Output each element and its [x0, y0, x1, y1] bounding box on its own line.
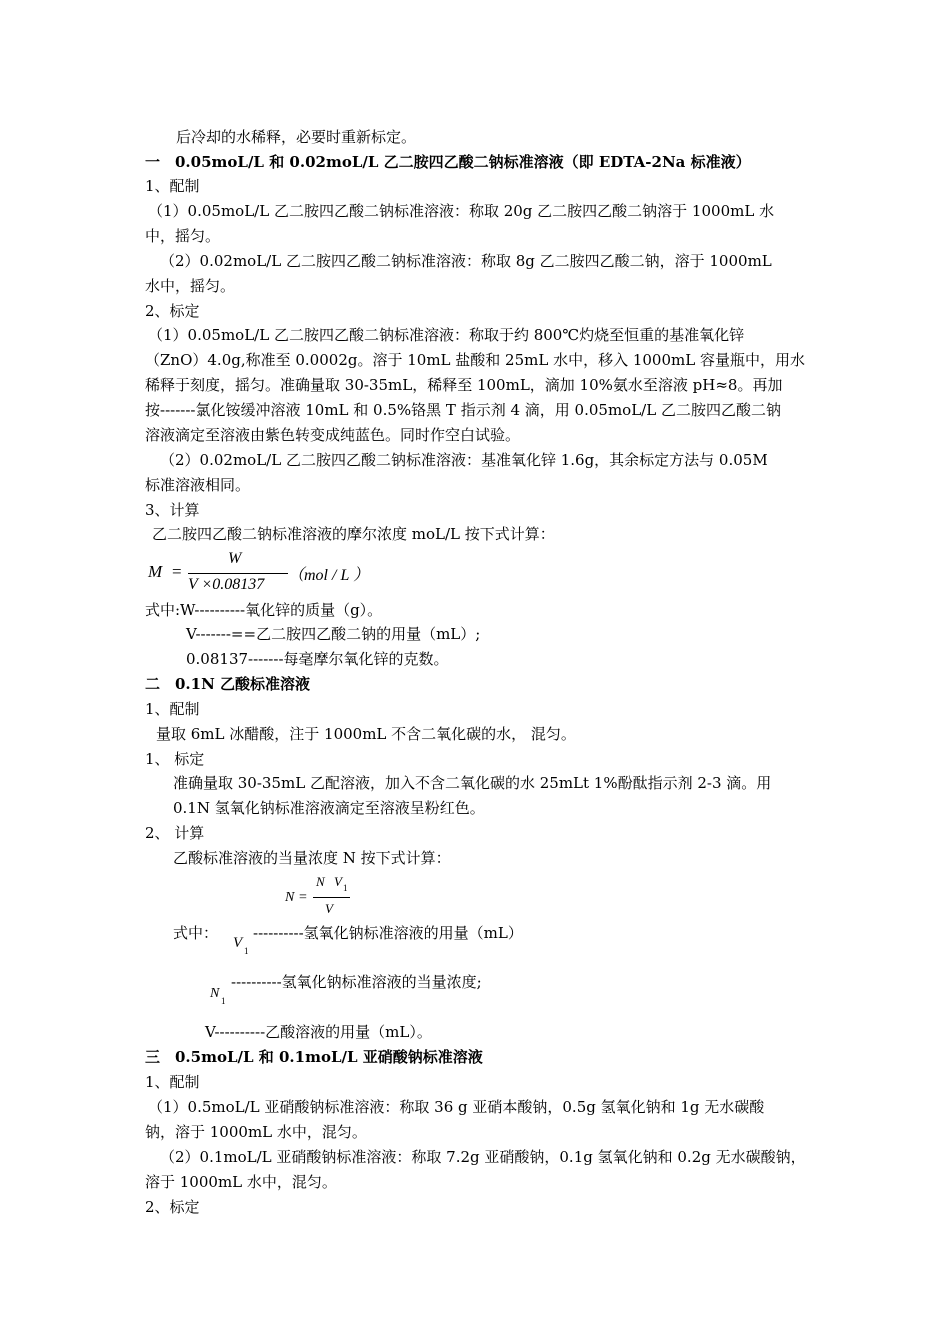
paragraph-line: 准确量取 30-35mL 乙配溶液，加入不含二氧化碳的水 25mLt 1%酚酞指示剂 2-3 滴。用: [173, 774, 772, 792]
formula-numerator-v: V: [334, 874, 342, 889]
formula-equals: =: [299, 890, 307, 905]
section-heading-acetic: 二 0.1N 乙酸标准溶液: [145, 675, 311, 693]
subheading: 1、配制: [145, 1073, 200, 1091]
subheading: 1、配制: [145, 177, 200, 195]
formula-numerator: W: [228, 550, 242, 567]
formula-equals: =: [172, 562, 182, 581]
paragraph-line: 乙酸标准溶液的当量浓度 N 按下式计算：: [173, 849, 451, 867]
symbol-v1: V: [233, 935, 243, 951]
paragraph-line: 式中：: [173, 924, 219, 942]
formula-numerator-n: N: [316, 874, 325, 889]
paragraph-line: （1）0.05moL/L 乙二胺四乙酸二钠标准溶液：称取于约 800℃灼烧至恒重的基准氧化锌: [148, 326, 745, 344]
paragraph-line: （2）0.02moL/L 乙二胺四乙酸二钠标准溶液：称取 8g 乙二胺四乙酸二钠，溶于 1000mL: [160, 252, 772, 270]
paragraph-line: （ZnO）4.0g,称准至 0.0002g。溶于 10mL 盐酸和 25mL 水中，移入 1000mL 容量瓶中，用水: [145, 351, 805, 369]
paragraph-line: 钠，溶于 1000mL 水中，混匀。: [145, 1123, 367, 1141]
subheading: 2、标定: [145, 302, 200, 320]
paragraph-line: （1）0.05moL/L 乙二胺四乙酸二钠标准溶液：称取 20g 乙二胺四乙酸二钠溶于 1000mL 水: [148, 202, 775, 220]
subheading: 1、配制: [145, 700, 200, 718]
paragraph-line: （2）0.1moL/L 亚硝酸钠标准溶液：称取 7.2g 亚硝酸钠，0.1g 氢氧化钠和 0.2g 无水碳酸钠，: [160, 1148, 806, 1166]
section-heading-nitrite: 三 0.5moL/L 和 0.1moL/L 亚硝酸钠标准溶液: [145, 1048, 483, 1066]
paragraph-line: （2）0.02moL/L 乙二胺四乙酸二钠标准溶液：基准氧化锌 1.6g，其余标定方法与 0.05M: [160, 451, 768, 469]
paragraph-line: 0.1N 氢氧化钠标准溶液滴定至溶液呈粉红色。: [173, 799, 485, 817]
formula-lhs: M: [148, 562, 163, 581]
subheading: 2、 计算: [145, 824, 205, 842]
symbol-subscript: 1: [244, 946, 249, 956]
paragraph-line: 水中，摇匀。: [145, 277, 236, 295]
formula-denominator: V: [325, 901, 333, 916]
subheading: 3、计算: [145, 501, 200, 519]
paragraph-line: 量取 6mL 冰醋酸，注于 1000mL 不含二氧化碳的水， 混匀。: [156, 725, 576, 743]
paragraph-line: ----------氢氧化钠标准溶液的当量浓度;: [231, 973, 482, 991]
paragraph-line: 稀释于刻度，摇匀。准确量取 30-35mL，稀释至 100mL，滴加 10%氨水至溶液 pH≈8。再加: [145, 376, 783, 394]
paragraph-line: V----------乙酸溶液的用量（mL）。: [205, 1023, 432, 1041]
paragraph-line: 溶液滴定至溶液由紫色转变成纯蓝色。同时作空白试验。: [145, 426, 521, 444]
formula-unit: （mol / L ）: [288, 567, 370, 584]
fraction-bar: [188, 573, 288, 574]
paragraph-line: 按-------氯化铵缓冲溶液 10mL 和 0.5%铬黑 T 指示剂 4 滴，用 0.05moL/L 乙二胺四乙酸二钠: [145, 401, 781, 419]
paragraph-line: 溶于 1000mL 水中，混匀。: [145, 1173, 337, 1191]
section-heading-edta: 一 0.05moL/L 和 0.02moL/L 乙二胺四乙酸二钠标准溶液（即 EDTA-2Na 标准液）: [145, 153, 751, 171]
paragraph-line: 式中:W----------氧化锌的质量（g）。: [145, 601, 383, 619]
subheading: 1、 标定: [145, 750, 205, 768]
paragraph-line: （1）0.5moL/L 亚硝酸钠标准溶液：称取 36 g 亚硝本酸钠，0.5g 氢氧化钠和 1g 无水碳酸: [148, 1098, 765, 1116]
paragraph-line: 乙二胺四乙酸二钠标准溶液的摩尔浓度 moL/L 按下式计算：: [152, 525, 555, 543]
paragraph-line: 0.08137-------每毫摩尔氧化锌的克数。: [186, 650, 449, 668]
symbol-n1: N: [210, 986, 220, 1001]
fraction-bar: [313, 897, 350, 898]
paragraph-line: 标准溶液相同。: [145, 476, 251, 494]
paragraph-line: V-------==乙二胺四乙酸二钠的用量（mL）;: [186, 625, 481, 643]
paragraph-line: 中，摇匀。: [145, 227, 221, 245]
formula-subscript: 1: [343, 883, 348, 893]
paragraph-line: ----------氢氧化钠标准溶液的用量（mL）: [253, 924, 523, 942]
subheading: 2、标定: [145, 1198, 200, 1216]
formula-denominator: V ×0.08137: [188, 576, 265, 593]
symbol-subscript: 1: [221, 996, 226, 1006]
formula-lhs: N: [285, 890, 295, 905]
paragraph-line: 后冷却的水稀释，必要时重新标定。: [176, 128, 417, 146]
